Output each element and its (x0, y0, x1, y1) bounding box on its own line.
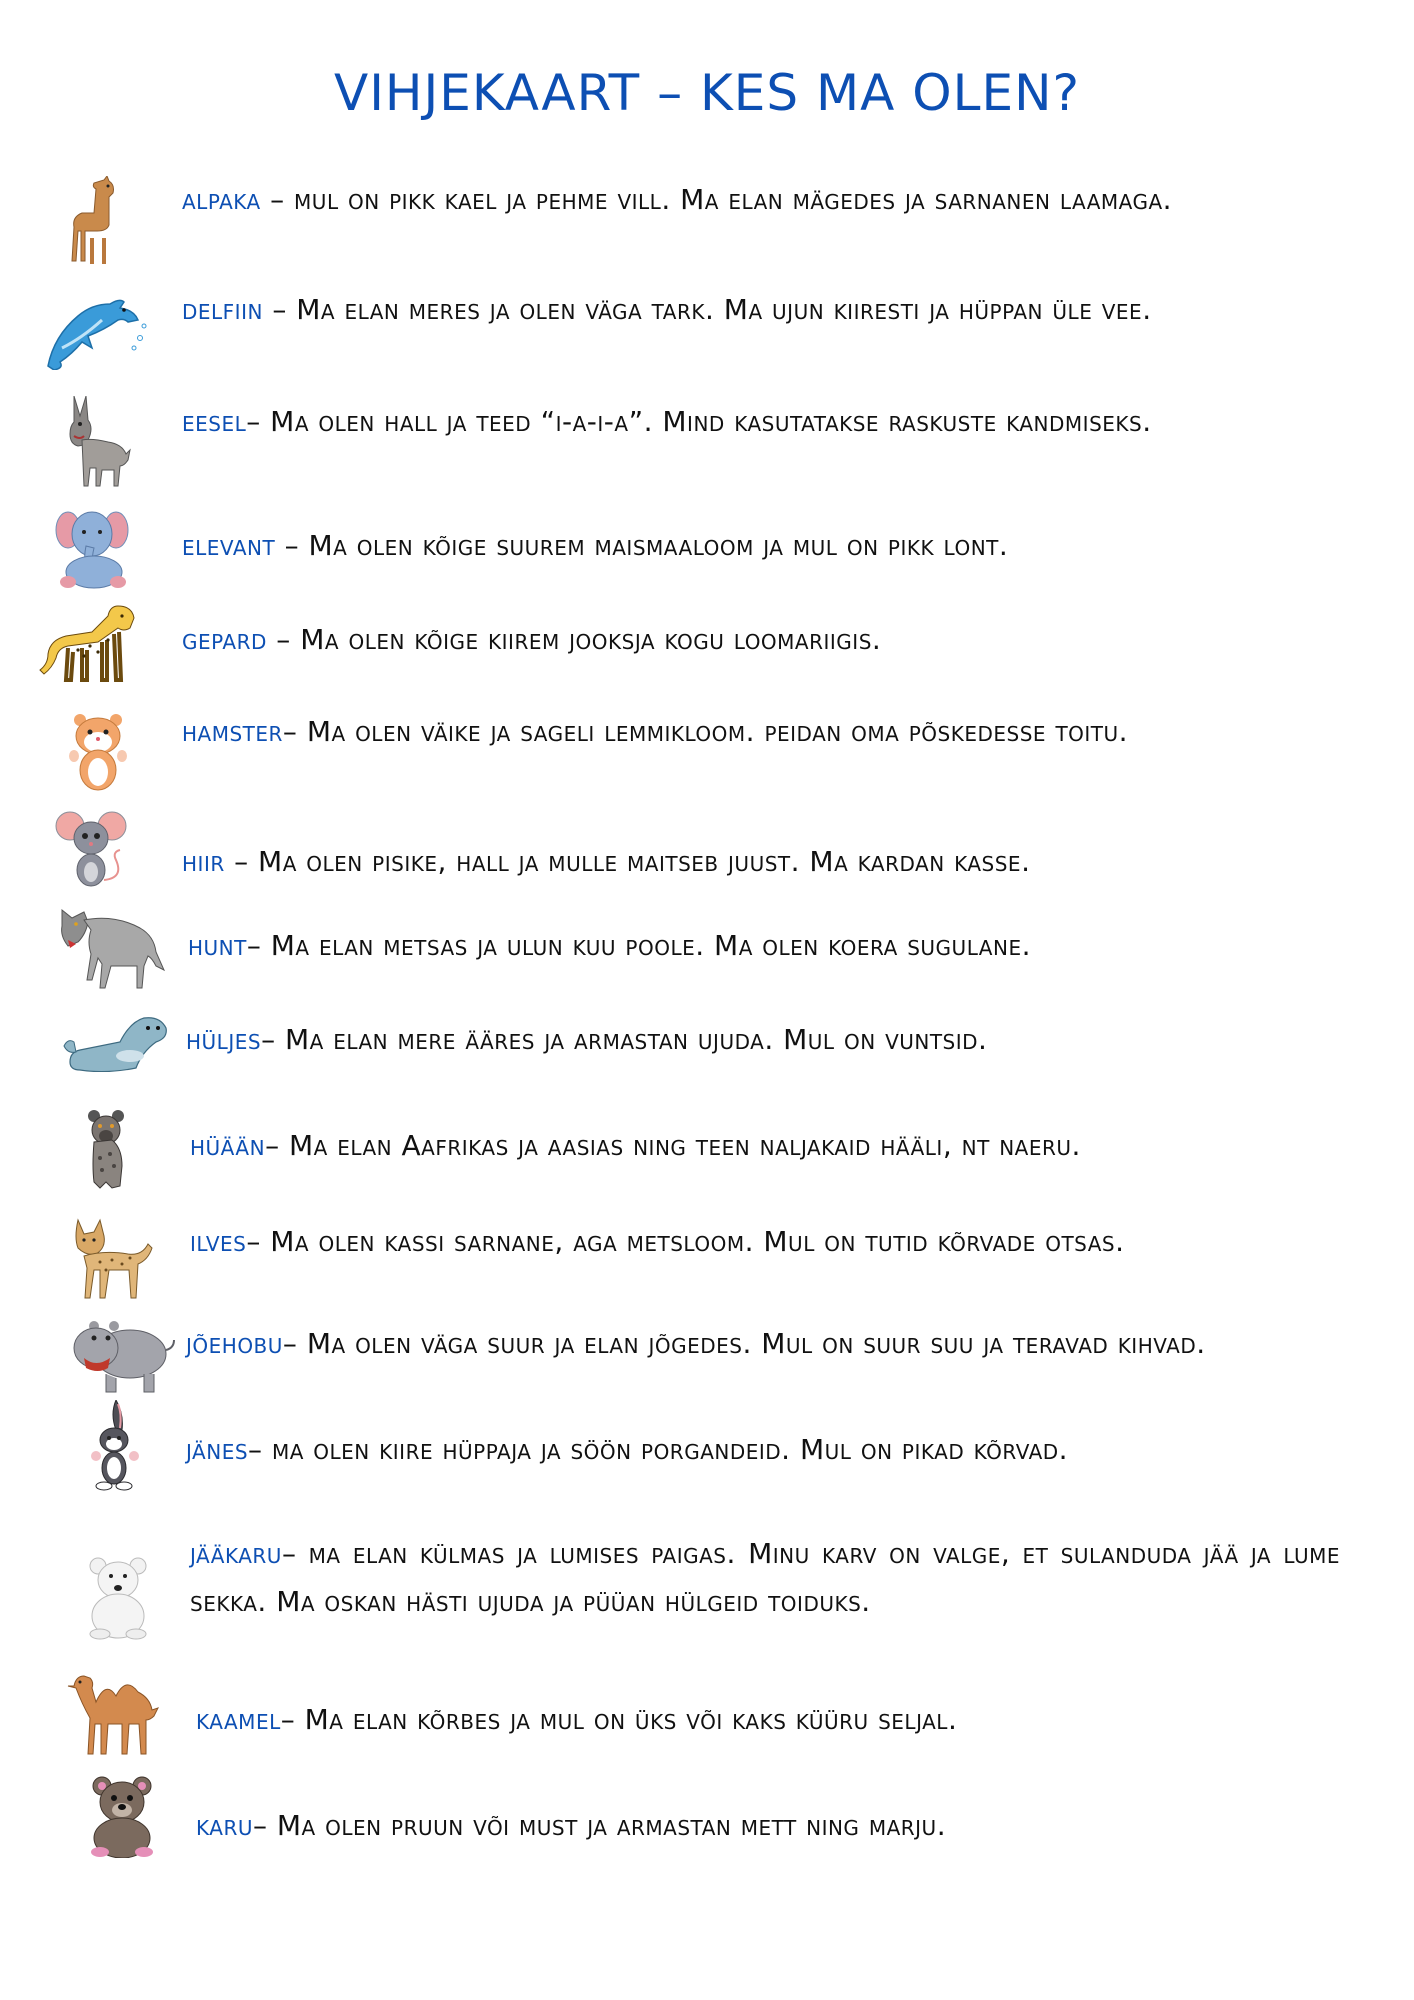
clue-text: mul on pikk kael ja pehme vill. Ma elan mägedes ja sarnanen laamaga. (294, 183, 1173, 216)
separator: – (261, 1023, 285, 1056)
separator: – (248, 1433, 272, 1466)
animal-name: hunt (188, 929, 247, 962)
separator: – (266, 623, 301, 656)
entry-text (186, 1426, 1336, 1474)
elephant-icon (54, 506, 144, 592)
entry-text (182, 176, 1332, 224)
mouse-icon (54, 808, 144, 892)
entry-text (196, 1696, 1346, 1744)
animal-name: hüljes (186, 1023, 262, 1056)
hamster-icon (66, 712, 130, 794)
separator: – (265, 1129, 289, 1162)
animal-name: eesel (182, 405, 247, 438)
cheetah-icon (38, 604, 148, 684)
clue-text: Ma olen kõige suurem maismaaloom ja mul on pikk lont. (308, 529, 1009, 562)
animal-name: ilves (190, 1225, 247, 1258)
clue-text: Ma elan meres ja olen väga tark. Ma ujun kiiresti ja hüppan üle vee. (296, 293, 1152, 326)
entry-text (182, 838, 1332, 886)
animal-name: delfiin (182, 293, 263, 326)
hippo-icon (66, 1320, 176, 1396)
polar-bear-icon (84, 1554, 156, 1640)
clue-text: Ma elan mere ääres ja armastan ujuda. Mul on vuntsid. (284, 1023, 988, 1056)
entry-text (182, 286, 1332, 334)
clue-text: Ma elan kõrbes ja mul on üks või kaks küüru seljal. (304, 1703, 958, 1736)
animal-name: jääkaru (190, 1537, 282, 1570)
entry-text (190, 1218, 1340, 1266)
animal-name: alpaka (182, 183, 261, 216)
clue-text: Ma olen pisike, hall ja mulle maitseb juust. Ma kardan kasse. (258, 845, 1031, 878)
animal-name: jänes (186, 1433, 249, 1466)
entry-text (190, 1530, 1340, 1626)
entry-text (186, 1320, 1336, 1368)
separator: – (262, 293, 297, 326)
clue-text: Ma olen pruun või must ja armastan mett ning marju. (276, 1809, 947, 1842)
separator: – (246, 1225, 271, 1258)
animal-name: gepard (182, 623, 267, 656)
entry-text (190, 1122, 1340, 1170)
entry-text (188, 922, 1338, 970)
entry-text (186, 1016, 1336, 1064)
hyena-icon (80, 1108, 140, 1194)
separator: – (246, 929, 271, 962)
separator: – (282, 715, 307, 748)
bear-icon (86, 1774, 160, 1858)
alpaca-icon (66, 176, 126, 266)
separator: – (246, 405, 271, 438)
clue-text: ma elan külmas ja lumises paigas. Minu karv on valge, et sulanduda jää ja lume sekka. Ma oskan hästi ujuda ja püüan hülgeid toiduks. (190, 1537, 1340, 1618)
donkey-icon (60, 396, 140, 488)
animal-name: kaamel (196, 1703, 281, 1736)
separator: – (252, 1809, 277, 1842)
wolf-icon (56, 906, 166, 992)
dolphin-icon (40, 290, 150, 370)
clue-text: Ma elan Aafrikas ja aasias ning teen naljakaid hääli, nt naeru. (288, 1129, 1081, 1162)
clue-text: Ma elan metsas ja ulun kuu poole. Ma olen koera sugulane. (270, 929, 1031, 962)
clue-text: Ma olen kassi sarnane, aga metsloom. Mul on tutid kõrvade otsas. (270, 1225, 1125, 1258)
separator: – (260, 183, 295, 216)
seal-icon (60, 1012, 170, 1072)
lynx-icon (70, 1218, 160, 1302)
animal-name: elevant (182, 529, 276, 562)
animal-name: jõehobu (186, 1327, 283, 1360)
separator: – (224, 845, 259, 878)
entry-text (182, 522, 1332, 570)
animal-name: hüään (190, 1129, 266, 1162)
entry-text (182, 708, 1332, 756)
separator: – (282, 1327, 307, 1360)
animal-name: karu (196, 1809, 253, 1842)
clue-text: Ma olen väga suur ja elan jõgedes. Mul on suur suu ja teravad kihvad. (306, 1327, 1206, 1360)
animal-name: hamster (182, 715, 283, 748)
entry-text (196, 1802, 1346, 1850)
animal-name: hiir (182, 845, 225, 878)
separator: – (275, 529, 309, 562)
clue-text: Ma olen hall ja teed “i-a-i-a”. Mind kasutatakse raskuste kandmiseks. (270, 405, 1152, 438)
page-title: VIHJEKAART – KES MA OLEN? (333, 64, 1081, 122)
clue-text: Ma olen kõige kiirem jooksja kogu loomariigis. (300, 623, 882, 656)
separator: – (281, 1537, 309, 1570)
separator: – (280, 1703, 305, 1736)
camel-icon (64, 1668, 174, 1756)
clue-text: Ma olen väike ja sageli lemmikloom. peidan oma põskedesse toitu. (306, 715, 1129, 748)
entry-text (182, 616, 1332, 664)
rabbit-icon (84, 1400, 150, 1492)
clue-text: ma olen kiire hüppaja ja söön porgandeid. Mul on pikad kõrvad. (271, 1433, 1069, 1466)
entry-text (182, 398, 1332, 446)
